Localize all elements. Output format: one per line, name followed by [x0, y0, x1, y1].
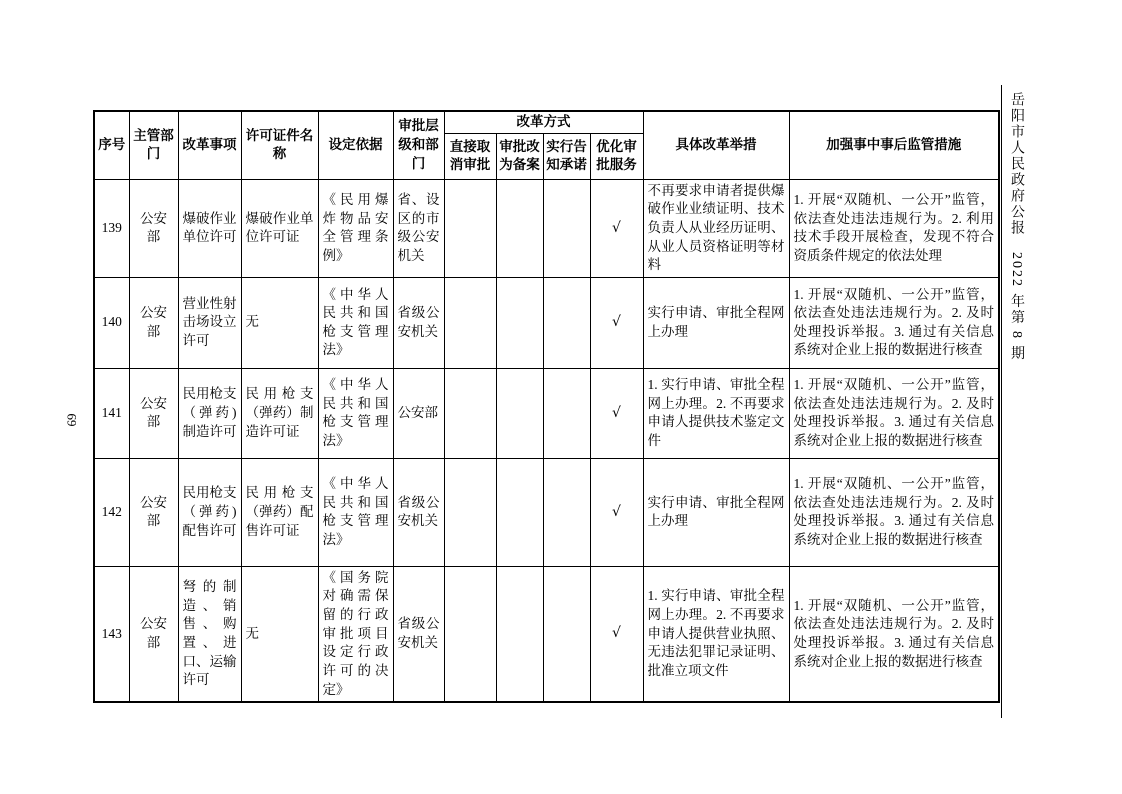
table-body [94, 179, 999, 702]
cell-check-notify [543, 566, 590, 702]
cell-check-optimize: √ [590, 566, 643, 702]
cell-check-filing [496, 368, 543, 458]
cell-supervision: 1. 开展“双随机、一公开”监管，依法查处违法违规行为。2. 及时处理投诉举报。3. 通过有关信息系统对企业上报的数据进行核查 [789, 368, 999, 458]
cell-check-optimize: √ [590, 277, 643, 368]
cell-supervision: 1. 开展“双随机、一公开”监管，依法查处违法违规行为。2. 利用技术手段开展检查，发现不符合资质条件规定的依法处理 [789, 179, 999, 277]
cell-basis: 《中华人民共和国枪支管理法》 [318, 277, 393, 368]
cell-check-optimize: √ [590, 368, 643, 458]
cell-check-notify [543, 368, 590, 458]
cell-item: 爆破作业单位许可 [178, 179, 241, 277]
cell-basis: 《中华人民共和国枪支管理法》 [318, 458, 393, 566]
cell-item: 民用枪支（弹药)配售许可 [178, 458, 241, 566]
gazette-title-vertical: 岳阳市人民政府公报 2022 年第 8 期 [1009, 92, 1024, 362]
col-header-basis: 设定依据 [318, 111, 393, 179]
col-header-measures: 具体改革举措 [643, 111, 789, 179]
col-header-license: 许可证件名称 [241, 111, 318, 179]
cell-item: 营业性射击场设立许可 [178, 277, 241, 368]
cell-check-cancel [444, 179, 496, 277]
cell-level: 省级公安机关 [393, 566, 444, 702]
cell-basis: 《中华人民共和国枪支管理法》 [318, 368, 393, 458]
cell-dept: 公安部 [129, 566, 178, 702]
table-row [94, 458, 999, 566]
cell-check-filing [496, 179, 543, 277]
reform-table-container [93, 110, 1000, 703]
cell-check-notify [543, 458, 590, 566]
table-row [94, 566, 999, 702]
cell-measures: 实行申请、审批全程网上办理 [643, 458, 789, 566]
col-header-mode-group: 改革方式 [444, 111, 643, 133]
cell-dept: 公安部 [129, 368, 178, 458]
cell-dept: 公安部 [129, 458, 178, 566]
cell-check-cancel [444, 458, 496, 566]
cell-level: 公安部 [393, 368, 444, 458]
col-header-supervision: 加强事中事后监管措施 [789, 111, 999, 179]
cell-check-notify [543, 179, 590, 277]
cell-dept: 公安部 [129, 277, 178, 368]
col-header-mode-cancel: 直接取消审批 [444, 133, 496, 179]
cell-measures: 1. 实行申请、审批全程网上办理。2. 不再要求申请人提供技术鉴定文件 [643, 368, 789, 458]
cell-license: 民用枪支（弹药）制造许可证 [241, 368, 318, 458]
cell-check-cancel [444, 368, 496, 458]
cell-check-optimize: √ [590, 458, 643, 566]
cell-seq: 142 [94, 458, 129, 566]
cell-measures: 不再要求申请者提供爆破作业业绩证明、技术负责人从业经历证明、从业人员资格证明等材料 [643, 179, 789, 277]
reform-items-table [93, 110, 1000, 703]
cell-seq: 141 [94, 368, 129, 458]
cell-basis: 《国务院对确需保留的行政审批项目设定行政许可的决定》 [318, 566, 393, 702]
cell-item: 弩的制造、销售、购置、进口、运输许可 [178, 566, 241, 702]
table-row [94, 179, 999, 277]
cell-level: 省、设区的市级公安机关 [393, 179, 444, 277]
cell-level: 省级公安机关 [393, 277, 444, 368]
cell-license: 无 [241, 277, 318, 368]
cell-supervision: 1. 开展“双随机、一公开”监管，依法查处违法违规行为。2. 及时处理投诉举报。3. 通过有关信息系统对企业上报的数据进行核查 [789, 458, 999, 566]
cell-license: 无 [241, 566, 318, 702]
cell-seq: 140 [94, 277, 129, 368]
cell-dept: 公安部 [129, 179, 178, 277]
cell-basis: 《民用爆炸物品安全管理条例》 [318, 179, 393, 277]
cell-license: 民用枪支（弹药）配售许可证 [241, 458, 318, 566]
cell-license: 爆破作业单位许可证 [241, 179, 318, 277]
table-row [94, 277, 999, 368]
cell-level: 省级公安机关 [393, 458, 444, 566]
cell-check-filing [496, 277, 543, 368]
col-header-mode-filing: 审批改为备案 [496, 133, 543, 179]
page-number: 69 [64, 413, 79, 427]
cell-check-cancel [444, 566, 496, 702]
cell-item: 民用枪支（弹药)制造许可 [178, 368, 241, 458]
cell-check-notify [543, 277, 590, 368]
col-header-dept: 主管部门 [129, 111, 178, 179]
cell-measures: 1. 实行申请、审批全程网上办理。2. 不再要求申请人提供营业执照、无违法犯罪记录证明、批准立项文件 [643, 566, 789, 702]
col-header-seq: 序号 [94, 111, 129, 179]
cell-measures: 实行申请、审批全程网上办理 [643, 277, 789, 368]
table-header [94, 111, 999, 179]
cell-check-cancel [444, 277, 496, 368]
margin-divider-rule [1001, 85, 1002, 718]
cell-seq: 139 [94, 179, 129, 277]
cell-supervision: 1. 开展“双随机、一公开”监管，依法查处违法违规行为。2. 及时处理投诉举报。3. 通过有关信息系统对企业上报的数据进行核查 [789, 566, 999, 702]
cell-check-optimize: √ [590, 179, 643, 277]
table-row [94, 368, 999, 458]
col-header-item: 改革事项 [178, 111, 241, 179]
cell-supervision: 1. 开展“双随机、一公开”监管，依法查处违法违规行为。2. 及时处理投诉举报。3. 通过有关信息系统对企业上报的数据进行核查 [789, 277, 999, 368]
col-header-level: 审批层级和部门 [393, 111, 444, 179]
cell-seq: 143 [94, 566, 129, 702]
cell-check-filing [496, 566, 543, 702]
cell-check-filing [496, 458, 543, 566]
col-header-mode-optimize: 优化审批服务 [590, 133, 643, 179]
col-header-mode-notify: 实行告知承诺 [543, 133, 590, 179]
